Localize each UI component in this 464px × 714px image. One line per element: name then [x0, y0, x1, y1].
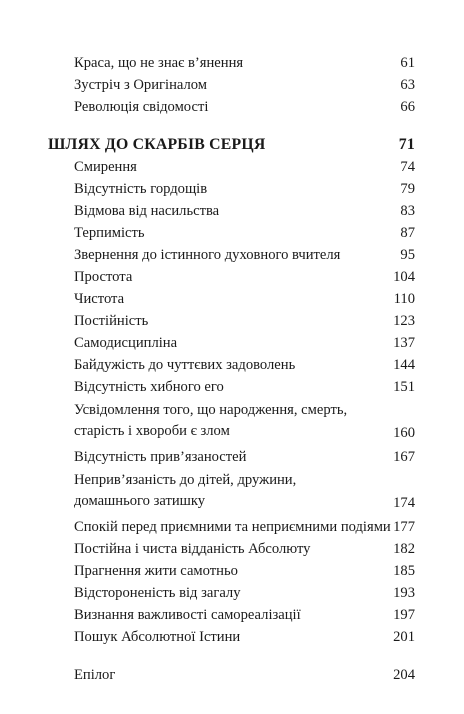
toc-entry-page: 177 [393, 519, 415, 535]
toc-entry-title: Відсутність прив’язаностей [74, 449, 247, 465]
toc-entry[interactable] [74, 446, 415, 468]
toc-entry-title: Чистота [74, 291, 125, 307]
toc-entry-title: Відсутність хибного его [74, 379, 224, 395]
toc-entry[interactable] [74, 604, 415, 626]
toc-entry-page: 66 [400, 99, 415, 115]
toc-entry-page: 204 [393, 667, 415, 683]
toc-entry[interactable] [74, 376, 415, 398]
toc-entry-title: Пошук Абсолютної Істини [74, 629, 241, 645]
toc-entry-page: 193 [393, 585, 415, 601]
toc-entry[interactable] [74, 354, 415, 376]
toc-entry[interactable] [74, 310, 415, 332]
toc-entry[interactable] [74, 52, 415, 74]
toc-entry[interactable] [74, 470, 415, 514]
toc-entry-page: 160 [393, 425, 415, 441]
toc-entry-title: Епілог [74, 667, 116, 683]
toc-entry-title: Відмова від насильства [74, 203, 220, 219]
toc-entry[interactable] [74, 560, 415, 582]
toc-entry[interactable] [74, 626, 415, 648]
toc-entry-page: 123 [393, 313, 415, 329]
toc-entry-page: 79 [400, 181, 415, 197]
toc-entry-title: Прагнення жити самотньо [74, 563, 238, 579]
toc-entry-page: 61 [400, 55, 415, 71]
toc-entry[interactable] [74, 288, 415, 310]
toc-entry-page: 167 [393, 449, 415, 465]
toc-entry-title: Постійна і чиста відданість Абсолюту [74, 541, 311, 557]
toc-entry-page: 83 [400, 203, 415, 219]
toc-entry-title: Байдужість до чуттєвих задоволень [74, 357, 296, 373]
toc-entry-title: Терпимість [74, 225, 145, 241]
toc-entry-page: 174 [393, 495, 415, 511]
toc-entry-title: Відсутність гордощів [74, 181, 208, 197]
section-page: 71 [398, 136, 415, 153]
toc-entry-page: 151 [393, 379, 415, 395]
toc-entry-page: 144 [393, 357, 415, 373]
toc-entry-page: 104 [393, 269, 415, 285]
toc-entry[interactable] [74, 244, 415, 266]
toc-entry[interactable] [74, 582, 415, 604]
toc-entry[interactable] [74, 332, 415, 354]
toc-entry-title: Смирення [74, 159, 137, 175]
toc-entry-page: 197 [393, 607, 415, 623]
toc-entry-page: 110 [393, 291, 415, 307]
toc-entry[interactable] [74, 400, 415, 444]
toc-entry[interactable] [74, 222, 415, 244]
toc-entry-page: 201 [393, 629, 415, 645]
toc-entry-page: 185 [393, 563, 415, 579]
toc-entry-page: 182 [393, 541, 415, 557]
toc-entry-title: Простота [74, 269, 133, 285]
toc-entry[interactable] [74, 156, 415, 178]
toc-entry-title: Визнання важливості самореалізації [74, 607, 301, 623]
toc-entry-title: Революція свідомості [74, 99, 209, 115]
toc-entry[interactable] [74, 200, 415, 222]
toc-entry[interactable] [74, 96, 415, 118]
toc-entry-title: Неприв’язаність до дітей, дружини, домашнього затишку [74, 472, 297, 509]
toc-entry-title: Відстороненість від загалу [74, 585, 241, 601]
toc-entry[interactable] [74, 266, 415, 288]
toc-entry[interactable] [74, 516, 415, 538]
toc-entry-title: Самодисципліна [74, 335, 178, 351]
toc-entry[interactable] [74, 74, 415, 96]
toc-entry-title: Звернення до істинного духовного вчителя [74, 247, 341, 263]
toc-entry-title: Постійність [74, 313, 149, 329]
toc-entry-epilogue[interactable] [74, 664, 415, 686]
toc-entry-page: 63 [400, 77, 415, 93]
toc-entry-page: 87 [400, 225, 415, 241]
toc-entry-page: 95 [400, 247, 415, 263]
toc-entry-title: Зустріч з Оригіналом [74, 77, 208, 93]
toc-entry[interactable] [74, 178, 415, 200]
toc-entry[interactable] [74, 538, 415, 560]
toc-entry-title: Усвідомлення того, що народження, смерть, старість і хвороби є злом [74, 402, 348, 439]
toc-entry-title: Спокій перед приємними та неприємними подіями [74, 519, 391, 535]
toc-entry-title: Краса, що не знає в’янення [74, 55, 244, 71]
toc-entry-page: 137 [393, 335, 415, 351]
toc-entry-page: 74 [400, 159, 415, 175]
toc-section-heading[interactable] [48, 134, 415, 156]
section-title: ШЛЯХ ДО СКАРБІВ СЕРЦЯ [48, 136, 266, 153]
